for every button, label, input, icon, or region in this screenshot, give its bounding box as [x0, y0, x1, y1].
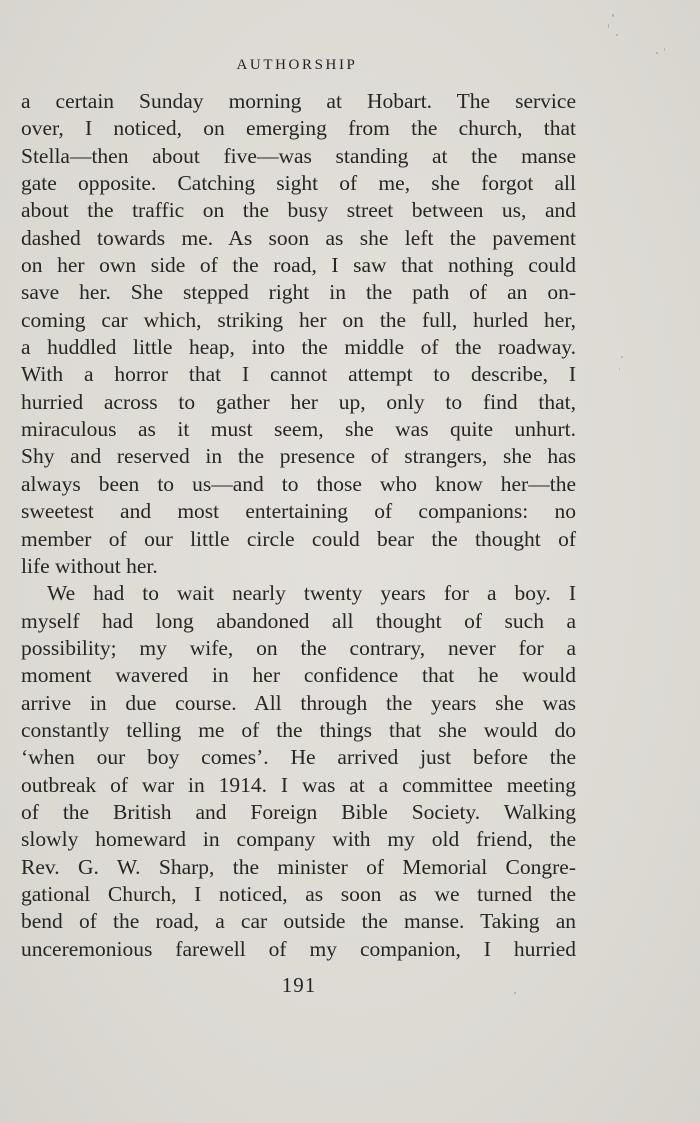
text-line: moment wavered in her confidence that he would [21, 663, 576, 688]
text-line: gate opposite. Catching sight of me, she forgot all [21, 171, 576, 196]
paper-speck [664, 48, 665, 51]
paper-speck [656, 52, 658, 54]
text-line: outbreak of war in 1914. I was at a committee meeting [21, 772, 576, 797]
paper-speck [616, 34, 618, 36]
text-line: gational Church, I noticed, as soon as we turned the [21, 881, 576, 906]
text-line: over, I noticed, on emerging from the church, that [21, 116, 576, 141]
text-line: member of our little circle could bear the thought of [21, 526, 576, 551]
text-line: slowly homeward in company with my old friend, the [21, 827, 576, 852]
paper-speck [619, 368, 620, 370]
text-line: sweetest and most entertaining of companions: no [21, 499, 576, 524]
text-line: hurried across to gather her up, only to find that, [21, 389, 576, 414]
text-line: about the traffic on the busy street between us, and [21, 198, 576, 223]
text-line: on her own side of the road, I saw that nothing could [21, 253, 576, 278]
text-line: dashed towards me. As soon as she left the pavement [21, 225, 576, 250]
text-line: arrive in due course. All through the years she was [21, 690, 576, 715]
paper-speck [608, 24, 609, 28]
text-line: ‘when our boy comes’. He arrived just before the [21, 745, 576, 770]
text-line: of the British and Foreign Bible Society. Walking [21, 799, 576, 824]
text-line: We had to wait nearly twenty years for a boy. I [47, 581, 576, 606]
text-line: a huddled little heap, into the middle of the roadway. [21, 335, 576, 360]
page-number: 191 [281, 973, 317, 997]
text-line: life without her. [21, 553, 158, 578]
text-line: coming car which, striking her on the full, hurled her, [21, 307, 576, 332]
text-line: myself had long abandoned all thought of such a [21, 608, 576, 633]
text-line: Shy and reserved in the presence of strangers, she has [21, 444, 576, 469]
paper-speck [612, 14, 614, 17]
text-line: a certain Sunday morning at Hobart. The service [21, 89, 576, 113]
text-line: always been to us—and to those who know her—the [21, 471, 576, 496]
text-line: unceremonious farewell of my companion, I hurried [21, 936, 576, 961]
text-line: With a horror that I cannot attempt to describe, I [21, 362, 576, 387]
paper-speck [621, 356, 623, 358]
text-line: bend of the road, a car outside the manse. Taking an [21, 909, 576, 934]
text-line: miraculous as it must seem, she was quite unhurt. [21, 417, 576, 442]
text-line: Stella—then about five—was standing at the manse [21, 143, 576, 168]
paper-speck [514, 992, 516, 994]
text-line: Rev. G. W. Sharp, the minister of Memorial Congre- [21, 854, 576, 879]
body-text [21, 88, 576, 963]
running-head: AUTHORSHIP [236, 57, 358, 73]
text-line: possibility; my wife, on the contrary, never for a [21, 635, 576, 660]
text-line: save her. She stepped right in the path of an on- [21, 280, 576, 305]
text-line: constantly telling me of the things that she would do [21, 717, 576, 742]
